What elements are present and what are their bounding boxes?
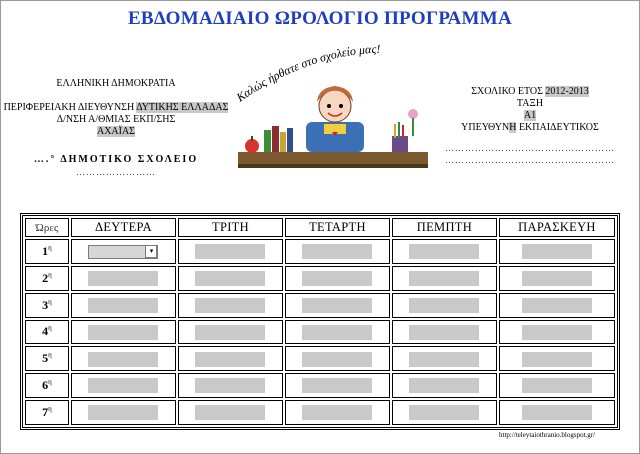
region-field[interactable]: ΔΥΤΙΚΗΣ ΕΛΛΑΔΑΣ: [136, 102, 229, 113]
region-label: [0, 102, 232, 114]
subject-field[interactable]: [195, 405, 265, 420]
subject-field[interactable]: [302, 271, 372, 286]
school-year-row: [430, 86, 630, 98]
subject-field[interactable]: [522, 271, 592, 286]
books-icon: [264, 126, 293, 152]
svg-text:Καλώς ήρθατε στο σχολείο μας!: [233, 42, 381, 105]
table-row: [25, 373, 615, 398]
teacher-row: ΥΠΕΥΘΥΝΗ ΕΚΠΑΙΔΕΥΤΙΚΟΣ: [461, 122, 599, 133]
subject-field[interactable]: [522, 378, 592, 393]
subject-field[interactable]: [302, 352, 372, 367]
subject-field[interactable]: [302, 244, 372, 259]
table-row: [25, 346, 615, 371]
footer-url[interactable]: http://teleytaiothranio.blogspot.gr/: [499, 431, 596, 439]
hour-label: $3^\eta$: [25, 293, 69, 318]
subject-field[interactable]: [88, 271, 158, 286]
schedule-header-row: [25, 218, 615, 237]
table-row: [25, 266, 615, 291]
subject-field[interactable]: [522, 298, 592, 313]
teacher-dots-2: ……………………………………………: [445, 155, 615, 165]
girl-icon: [306, 86, 364, 152]
hour-label: $4^\eta$: [25, 320, 69, 345]
hour-label: $5^\eta$: [25, 346, 69, 371]
region-prefix: ΠΕΡΙΦΕΡΕΙΑΚΗ ΔΙΕΥΘΥΝΣΗ: [3, 102, 137, 113]
subject-field[interactable]: [302, 378, 372, 393]
page-title: ΕΒΔΟΜΑΔΙΑΙΟ ΩΡΟΛΟΓΙΟ ΠΡΟΓΡΑΜΜΑ: [127, 8, 513, 29]
school-year-label: ΣΧΟΛΙΚΟ ΕΤΟΣ: [471, 86, 546, 97]
prefecture-field[interactable]: ΑΧΑΪΑΣ: [96, 126, 136, 137]
apple-icon: [245, 136, 259, 153]
directorate-label: Δ/ΝΣΗ Α/ΘΜΙΑΣ ΕΚΠ/ΣΗΣ: [56, 114, 176, 125]
subject-field[interactable]: [195, 298, 265, 313]
subject-field[interactable]: [522, 244, 592, 259]
subject-field[interactable]: [195, 352, 265, 367]
subject-field[interactable]: [88, 378, 158, 393]
hour-label: $2^\eta$: [25, 266, 69, 291]
pencil-cup-icon: [392, 109, 418, 152]
schedule-table: [20, 213, 620, 430]
subject-field[interactable]: [88, 352, 158, 367]
teacher-dots-1: ……………………………………………: [445, 143, 615, 153]
welcome-clipart: [228, 40, 434, 188]
class-field[interactable]: Α1: [523, 110, 537, 121]
teacher-gender-field[interactable]: Η: [509, 122, 517, 133]
hour-label: $7^\eta$: [25, 400, 69, 425]
table-row: [25, 400, 615, 425]
school-year-field[interactable]: 2012-2013: [545, 86, 589, 97]
subject-field[interactable]: [88, 325, 158, 340]
subject-field[interactable]: [409, 325, 479, 340]
subject-field[interactable]: [88, 298, 158, 313]
hour-label: $1^\eta$: [25, 239, 69, 264]
subject-field[interactable]: [302, 325, 372, 340]
day-header-thursday: ΠΕΜΠΤΗ: [392, 218, 497, 237]
subject-field[interactable]: [409, 378, 479, 393]
subject-field[interactable]: [195, 244, 265, 259]
chevron-down-icon[interactable]: ▾: [145, 245, 157, 258]
subject-field[interactable]: [409, 405, 479, 420]
subject-field[interactable]: [409, 352, 479, 367]
class-info-block: [430, 86, 630, 166]
school-dots: ……………………: [76, 167, 156, 177]
subject-field[interactable]: [409, 244, 479, 259]
hour-label: $6^\eta$: [25, 373, 69, 398]
table-row: [25, 320, 615, 345]
subject-field[interactable]: [195, 325, 265, 340]
table-row: [25, 293, 615, 318]
republic-label: ΕΛΛΗΝΙΚΗ ΔΗΜΟΚΡΑΤΙΑ: [56, 78, 176, 89]
day-header-friday: ΠΑΡΑΣΚΕΥΗ: [499, 218, 615, 237]
subject-field[interactable]: [195, 271, 265, 286]
subject-field[interactable]: [522, 352, 592, 367]
hours-header: Ώρες: [25, 218, 69, 237]
subject-field[interactable]: [88, 405, 158, 420]
subject-field[interactable]: [409, 271, 479, 286]
subject-dropdown[interactable]: [88, 245, 158, 259]
school-name[interactable]: ….° ΔΗΜΟΤΙΚΟ ΣΧΟΛΕΙΟ: [33, 154, 199, 165]
day-header-wednesday: ΤΕΤΑΡΤΗ: [285, 218, 390, 237]
subject-field[interactable]: [195, 378, 265, 393]
subject-field[interactable]: [302, 405, 372, 420]
day-header-tuesday: ΤΡΙΤΗ: [178, 218, 283, 237]
subject-field[interactable]: [409, 298, 479, 313]
subject-field[interactable]: [522, 405, 592, 420]
welcome-caption: Καλώς ήρθατε στο σχολείο μας!: [233, 41, 381, 105]
day-header-monday: ΔΕΥΤΕΡΑ: [71, 218, 176, 237]
subject-field[interactable]: [522, 325, 592, 340]
subject-field[interactable]: [302, 298, 372, 313]
class-label: ΤΑΞΗ: [516, 98, 544, 109]
school-info-block: [0, 78, 232, 178]
table-row: [25, 239, 615, 264]
